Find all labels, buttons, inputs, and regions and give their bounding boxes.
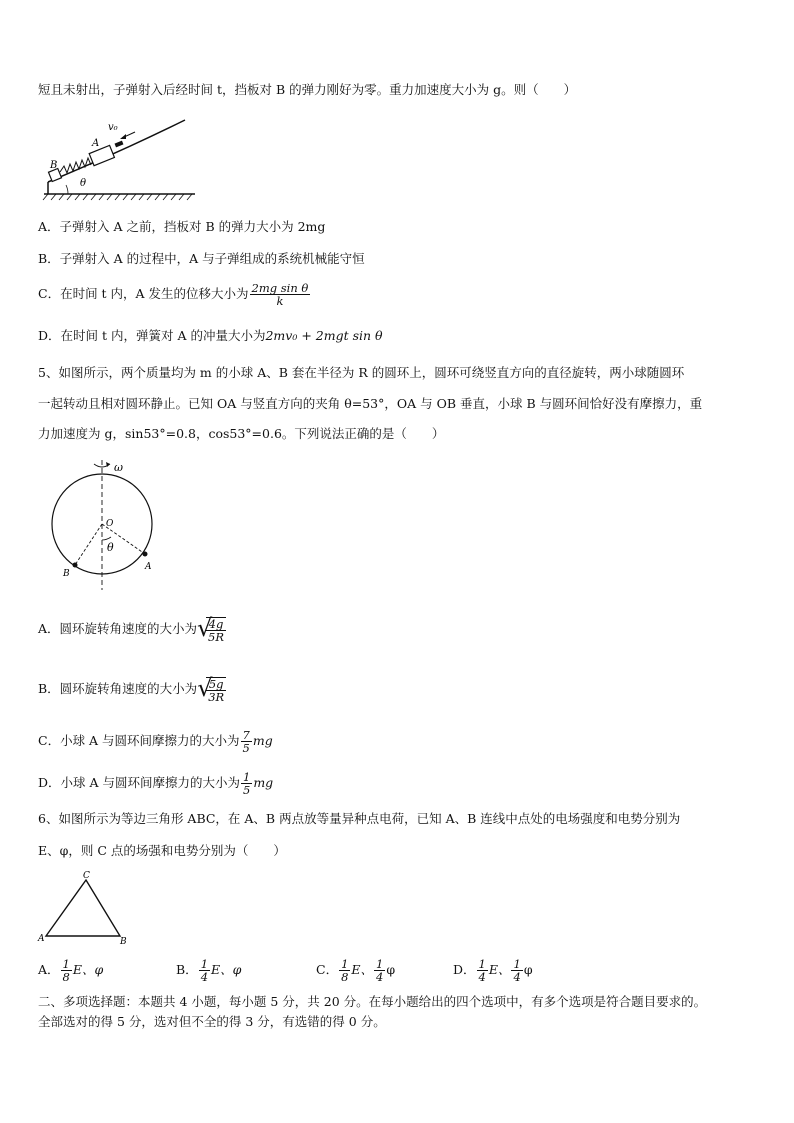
q5-option-a-sqrt: √ $\frac{4g}{5R}$ [197,614,225,644]
q6-option-c-tail: φ [386,962,396,977]
q4-fig-label-A: A [92,138,100,149]
q6-option-b-den: 4 [200,970,209,984]
q6-option-a-letter: A． [38,962,60,977]
q6-option-d-tail: φ [523,962,533,977]
q6-option-c-mid: E、 [351,962,374,977]
q5-option-c-num: 7 [242,728,250,742]
q6-fig-label-A: A [38,934,45,944]
q6-figure-triangle [36,870,136,946]
q4-option-b: B．子弹射入 A 的过程中，A 与子弹组成的系统机械能守恒 [38,251,365,266]
q5-figure-ring [48,456,168,591]
q6-stem-line2: E、φ，则 C 点的场强和电势分别为（ ） [38,843,286,858]
q5-fig-label-O: O [106,519,114,529]
q5-option-b-den: 3R [208,689,225,704]
q5-fig-label-theta: θ [107,541,114,554]
q5-option-c [38,728,273,754]
q6-fig-label-C: C [83,871,90,881]
q4-option-c-den: k [250,294,311,307]
q4-fig-label-v0: v₀ [108,122,118,133]
q5-option-a-prefix: A．圆环旋转角速度的大小为 [38,621,198,636]
q4-figure-incline [40,112,200,202]
q6-option-b-letter: B． [176,962,198,977]
q5-option-c-den: 5 [242,741,250,755]
q6-fig-label-B: B [120,937,127,946]
q6-option-d-den2: 4 [513,970,521,984]
q5-option-d-prefix: D．小球 A 与圆环间摩擦力的大小为 [38,775,240,790]
q6-option-b [176,958,241,983]
q6-option-c-num1: 1 [341,957,349,971]
q5-fig-label-B: B [63,569,70,579]
q6-option-c-fraction2 [374,958,385,983]
q5-option-b-sqrt: √ $\frac{5g}{3R}$ [197,674,225,704]
q4-option-c [38,282,311,307]
q5-option-a [38,616,227,643]
q5-option-a-num: 4g [208,616,224,631]
q6-option-d-letter: D． [453,962,476,977]
q6-option-d [453,958,533,983]
q4-option-c-prefix: C．在时间 t 内，A 发生的位移大小为 [38,286,249,301]
q5-stem-line1: 5、如图所示，两个质量均为 m 的小球 A、B 套在半径为 R 的圆环上，圆环可绕竖直方向的直径旋转，两小球随圆环 [38,365,685,380]
q5-option-c-tail: mg [252,733,273,748]
q5-option-d-den: 5 [243,783,251,797]
q6-option-d-num1: 1 [478,957,486,971]
q5-fig-label-A: A [145,562,152,572]
q6-option-c-den1: 8 [341,970,349,984]
q5-option-b-prefix: B．圆环旋转角速度的大小为 [38,681,198,696]
q6-option-c-fraction1 [339,958,350,983]
q6-option-d-den1: 4 [478,970,486,984]
q6-option-a-mid: E、φ [72,962,104,977]
q5-option-d-tail: mg [253,775,274,790]
q4-option-c-fraction [250,282,311,307]
q4-option-c-num: 2mg sin θ [251,281,309,295]
q5-option-d [38,770,273,796]
q5-option-b [38,676,227,703]
q4-option-a: A．子弹射入 A 之前，挡板对 B 的弹力大小为 2mg [38,219,326,234]
q4-option-d [38,328,383,344]
q6-option-a [38,958,103,983]
q6-option-b-fraction [199,958,210,983]
q6-option-a-fraction [61,958,72,983]
q6-stem-line1: 6、如图所示为等边三角形 ABC，在 A、B 两点放等量异种点电荷，已知 A、B 连线中点处的电场强度和电势分别为 [38,811,681,826]
q6-option-c-letter: C． [316,962,339,977]
q6-option-d-num2: 1 [513,957,521,971]
q5-stem-line3: 力加速度为 g，sin53°=0.8，cos53°=0.6。下列说法正确的是（ ） [38,426,445,441]
section2-line1: 二、多项选择题：本题共 4 小题，每小题 5 分，共 20 分。在每小题给出的四个选项中，有多个选项是符合题目要求的。 [38,994,707,1009]
section2-line2: 全部选对的得 5 分，选对但不全的得 3 分，有选错的得 0 分。 [38,1014,386,1029]
q5-option-c-fraction [241,729,252,754]
q6-option-a-num: 1 [62,957,70,971]
q4-fig-label-theta: θ [80,178,87,189]
q5-option-d-num: 1 [243,770,251,784]
q6-option-c [316,958,395,983]
q4-stem-tail: 短且未射出，子弹射入后经时间 t，挡板对 B 的弹力刚好为零。重力加速度大小为 g。则（ ） [38,82,577,97]
q5-fig-label-omega: ω [114,461,123,474]
q6-option-d-fraction1 [477,958,488,983]
q6-option-d-mid: E、 [488,962,511,977]
q6-option-a-den: 8 [62,970,70,984]
q4-option-d-expr: 2mv₀ + 2mgt sin θ [265,328,383,343]
q5-option-a-den: 5R [208,629,225,644]
q6-option-c-num2: 1 [376,957,384,971]
q5-stem-line2: 一起转动且相对圆环静止。已知 OA 与竖直方向的夹角 θ=53°，OA 与 OB 垂直，小球 B 与圆环间恰好没有摩擦力，重 [38,396,703,411]
q6-option-d-fraction2 [511,958,522,983]
q5-option-b-num: 5g [208,676,224,691]
q4-option-d-prefix: D．在时间 t 内，弹簧对 A 的冲量大小为 [38,328,266,343]
q4-fig-label-B: B [50,160,58,171]
q6-option-b-num: 1 [200,957,209,971]
q5-option-c-prefix: C．小球 A 与圆环间摩擦力的大小为 [38,733,240,748]
q5-option-d-fraction [241,771,252,796]
q6-option-b-mid: E、φ [211,962,242,977]
q6-option-c-den2: 4 [376,970,384,984]
